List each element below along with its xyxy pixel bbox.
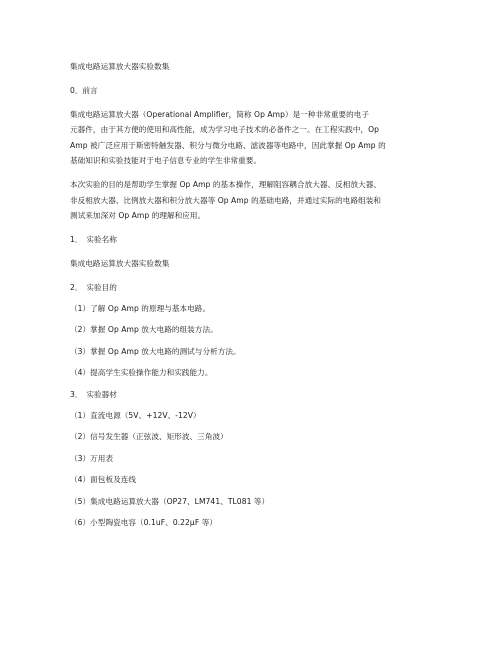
- purpose-line: 测试来加深对 Op Amp 的理解和应用。: [70, 211, 206, 221]
- equipment-list: [70, 408, 432, 531]
- purpose-line: 本次实验的目的是帮助学生掌握 Op Amp 的基本操作，理解阻容耦合放大器、反相放大器、: [70, 180, 382, 190]
- section-heading-preface: 0．前言: [70, 85, 98, 95]
- section-heading-experiment-name: 1． 实验名称: [70, 235, 117, 245]
- intro-paragraph: [70, 107, 432, 169]
- list-item: （4）面包板及连线: [70, 475, 137, 485]
- list-item: （6）小型陶瓷电容（0.1uF、0.22μF 等）: [70, 517, 217, 527]
- list-item: （2）信号发生器（正弦波、矩形波、三角波）: [70, 432, 228, 442]
- intro-line: 集成电路运算放大器（Operational Amplifier，简称 Op Amp）是一种非常重要的电子: [70, 109, 370, 119]
- purpose-paragraph: [70, 177, 432, 224]
- list-item: （2）掌握 Op Amp 放大电路的组装方法。: [70, 325, 218, 335]
- list-item: （3）掌握 Op Amp 放大电路的测试与分析方法。: [70, 346, 241, 356]
- list-item: （3）万用表: [70, 453, 114, 463]
- section-heading-equipment: 3． 实验器材: [70, 389, 117, 399]
- intro-line: 基础知识和实验技能对于电子信息专业的学生非常重要。: [70, 156, 262, 166]
- intro-line: 元器件，由于其方便的使用和高性能，成为学习电子技术的必备件之一。在工程实践中，Op: [70, 125, 379, 135]
- objectives-list: [70, 301, 432, 381]
- list-item: （1）了解 Op Amp 的原理与基本电路。: [70, 304, 211, 314]
- list-item: （4）提高学生实验操作能力和实践能力。: [70, 368, 213, 378]
- purpose-line: 非反相放大器、比例放大器和积分放大器等 Op Amp 的基础电路，并通过实际的电路组装和: [70, 195, 382, 205]
- section-heading-objectives: 2． 实验目的: [70, 282, 117, 292]
- document-title: 集成电路运算放大器实验数集: [70, 62, 170, 71]
- document-body: [70, 59, 432, 531]
- list-item: （1）直流电源（5V、+12V、-12V）: [70, 411, 201, 420]
- list-item: （5）集成电路运算放大器（OP27、LM741、TL081 等）: [70, 496, 270, 506]
- experiment-name-text: 集成电路运算放大器实验数集: [70, 258, 170, 268]
- intro-line: Amp 被广泛应用于斯密特触发器、积分与微分电路、滤波器等电路中，因此掌握 Op Amp 的: [70, 140, 386, 150]
